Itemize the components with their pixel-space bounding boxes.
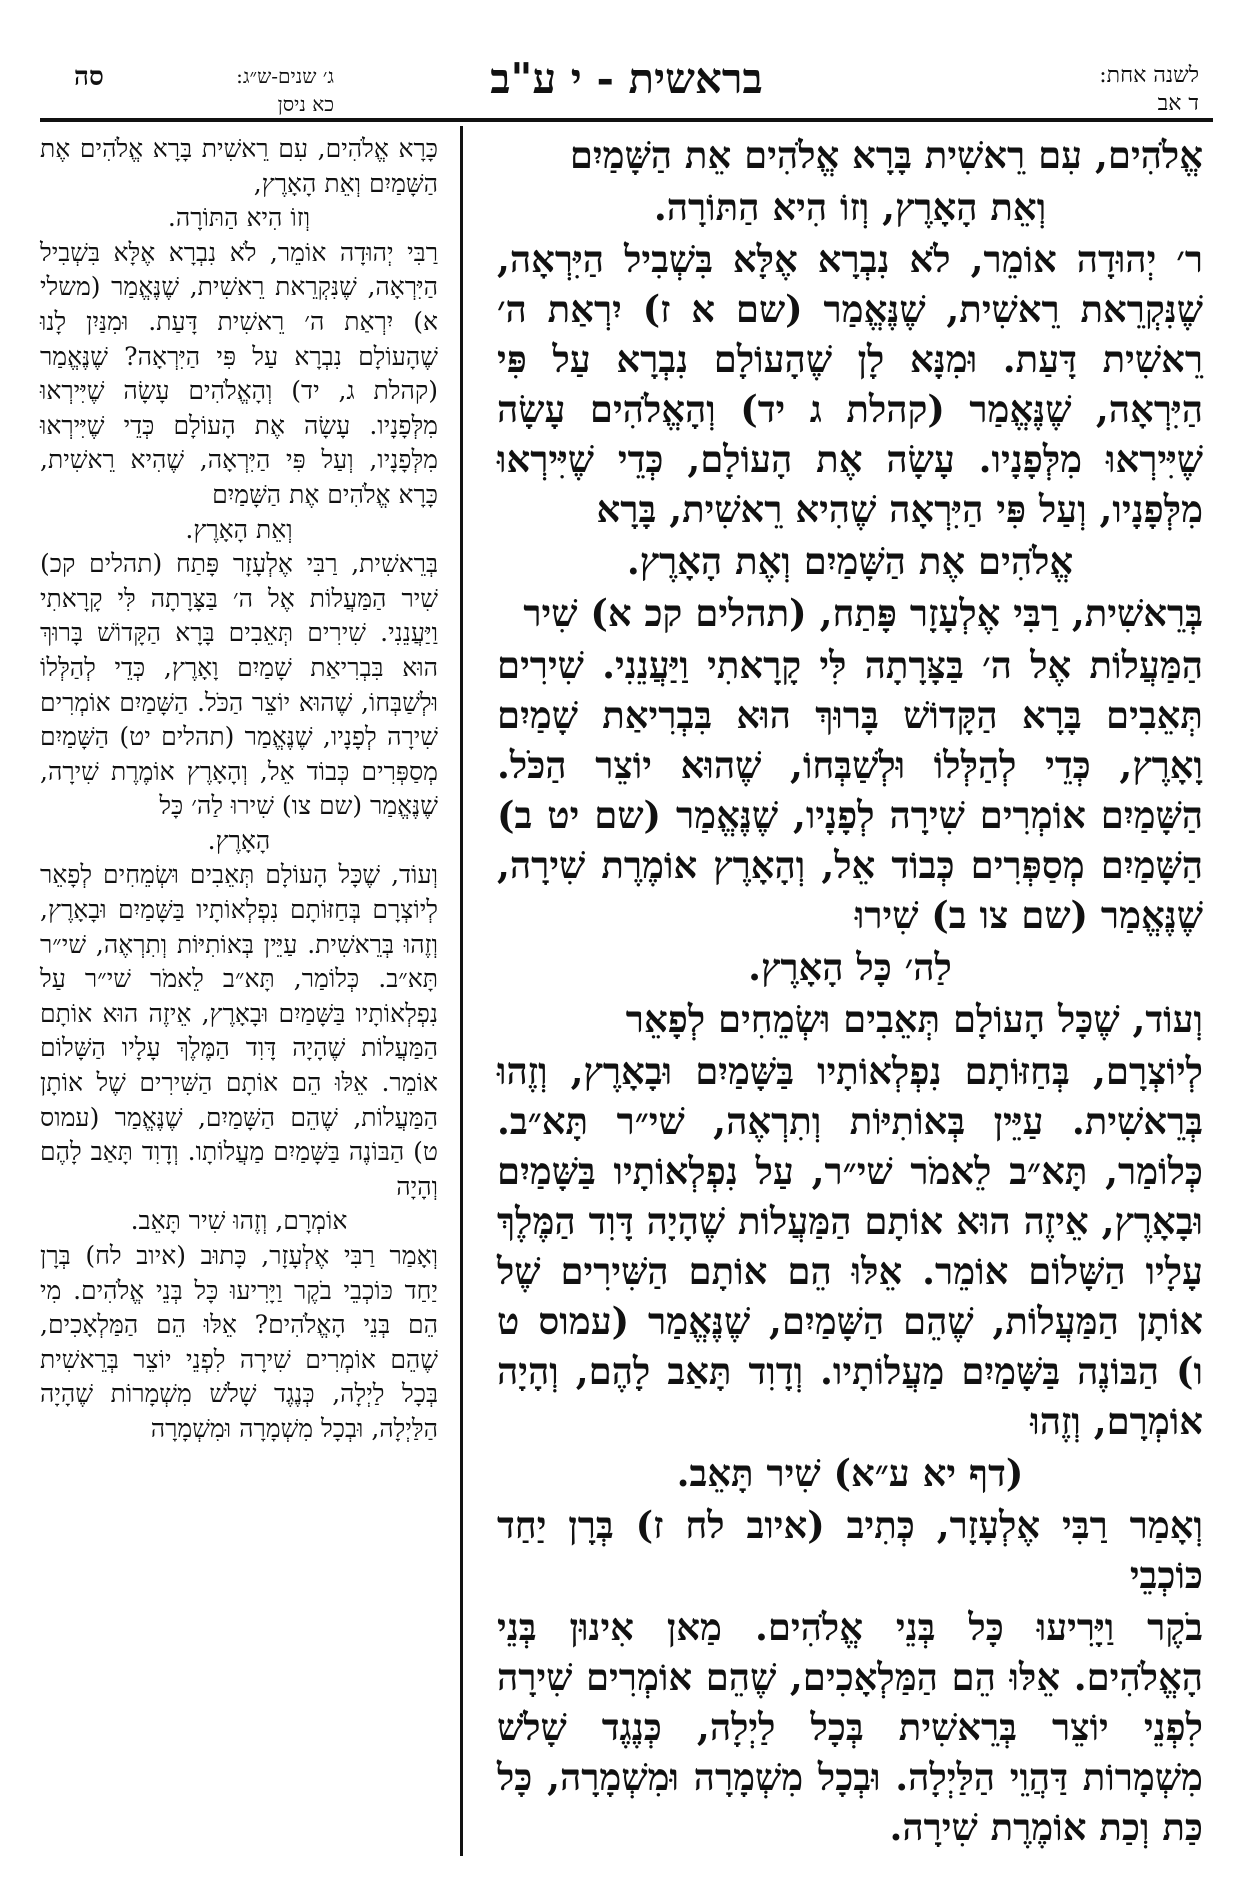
side-paragraph: וְעוֹד, שֶׁכָּל הָעוֹלָם תְּאֵבִים וּשְׂמֵחִים לְפָאֵר לְיוֹצְרָם בְּחַזּוֹתָם נִפְלְאוֹתָיו בַּשָּׁמַיִם וּבָאָרֶץ, וְזֶהוּ בְּרֵאשִׁית. עַיֵּין בְּאוֹתִיּוֹת וְתִרְאֶה, שׁי״ר תָּא״ב. כְּלוֹמַר, תָּא״ב לֵאמֹר שׁי״ר עַל נִפְלְאוֹתָיו בַּשָּׁמַיִם וּבָאָרֶץ, אֵיזֶה הוּא אוֹתָם הַמַּעֲלוֹת שֶׁהָיָה דָּוִד הַמֶּלֶךְ עָלָיו הַשָּׁלוֹם אוֹמֵר. אֵלּוּ הֵם אוֹתָם הַשִּׁירִים שֶׁל אוֹתָן הַמַּעֲלוֹת, שֶׁהֵם הַשָּׁמַיִם, שֶׁנֶּאֱמַר (עמוס ט) הַבּוֹנֶה בַּשָּׁמַיִם מַעֲלוֹתָו. וְדָוִד תָּאַב לָהֶם וְהָיָה xyxy=(40,860,438,1201)
header-left xyxy=(74,62,334,122)
side-paragraph: רַבִּי יְהוּדָה אוֹמֵר, לֹא נִבְרָא אֶלָּא בִּשְׁבִיל הַיִּרְאָה, שֶׁנִּקְרֵאת רֵאשִׁית, שֶׁנֶּאֱמַר (משלי א) יִרְאַת ה׳ רֵאשִׁית דָּעַת. וּמִנַּיִן לָנוּ שֶׁהָעוֹלָם נִבְרָא עַל פִּי הַיִּרְאָה? שֶׁנֶּאֱמַר (קהלת ג, יד) וְהָאֱלֹהִים עָשָׂה שֶׁיִּירְאוּ מִלְּפָנָיו. עָשָׂה אֶת הָעוֹלָם כְּדֵי שֶׁיִּירְאוּ מִלְּפָנָיו, וְעַל פִּי הַיִּרְאָה, שֶׁהִיא רֵאשִׁית, כָּרָא אֱלֹהִים אֶת הַשָּׁמַיִם xyxy=(40,237,438,509)
header-left-line2: כא ניסן xyxy=(277,92,334,116)
main-paragraph: הַמַּעֲלוֹת אֶל ה׳ בַּצָּרָתָה לִּי קָרָאתִי וַיַּעֲנֵנִי. שִׁירִים תְּאֵבִים בָּרָא הַקָּדוֹשׁ בָּרוּךְ הוּא בִּבְרִיאַת שָׁמַיִם וָאָרֶץ, כְּדֵי לְהַלְּלוֹ וּלְשַׁבְּחוֹ, שֶׁהוּא יוֹצֵר הַכֹּל. הַשָּׁמַיִם אוֹמְרִים שִׁירָה לְפָנָיו, שֶׁנֶּאֱמַר (שם יט ב) הַשָּׁמַיִם מְסַפְּרִים כְּבוֹד אֵל, וְהָאָרֶץ אוֹמֶרֶת שִׁירָה, שֶׁנֶּאֱמַר (שם צו ב) שִׁירוּ xyxy=(497,643,1203,937)
main-paragraph: (דף יא ע״א) שִׁיר תָּאֵב. xyxy=(676,1451,1024,1495)
main-paragraph: בֹקֶר וַיָּרִיעוּ כָּל בְּנֵי אֱלֹהִים. מַאן אִינוּן בְּנֵי הָאֱלֹהִים. אֵלּוּ הֵם הַמַּלְאָכִים, שֶׁהֵם אוֹמְרִים שִׁירָה לִפְנֵי יוֹצֵר בְּרֵאשִׁית בְּכָל לַיְלָה, כְּנֶגֶד שָׁלֹשׁ מִשְׁמָרוֹת דַּהֲוֵי הַלַּיְלָה. וּבְכָל מִשְׁמָרָה וּמִשְׁמָרָה, כָּל כַּת וְכַת אוֹמֶרֶת שִׁירָה. xyxy=(497,1605,1203,1849)
main-paragraph: וְעוֹד, שֶׁכָּל הָעוֹלָם תְּאֵבִים וּשְׂמֵחִים לְפָאֵר xyxy=(625,997,1203,1041)
page-number: סה xyxy=(74,62,104,92)
main-paragraph: וְאָמַר רַבִּי אֶלְעָזָר, כְּתִיב (איוב לח ז) בְּרָן יַחַד כּוֹכְבֵי xyxy=(497,1503,1203,1597)
side-paragraph: וְאֵת הָאָרֶץ. xyxy=(185,514,293,544)
main-paragraph: אֱלֹהִים, עִם רֵאשִׁית בָּרָא אֱלֹהִים אֵת הַשָּׁמַיִם xyxy=(569,133,1203,177)
header-left-ref xyxy=(236,62,334,118)
header-right-line2: ד אב xyxy=(1157,91,1199,116)
main-paragraph: לַה׳ כָּל הָאָרֶץ. xyxy=(748,945,952,989)
main-paragraph: וְאֵת הָאָרֶץ, וְזוֹ הִיא הַתּוֹרָה. xyxy=(653,185,1047,229)
side-paragraph: וְזוֹ הִיא הַתּוֹרָה. xyxy=(167,203,311,233)
main-column xyxy=(497,130,1203,1854)
side-paragraph: וְאָמַר רַבִּי אֶלְעָזָר, כָּתוּב (איוב לח) בְּרָן יַחַד כּוֹכְבֵי בֹקֶר וַיָּרִיעוּ כָּל בְּנֵי אֱלֹהִים. מִי הֵם בְּנֵי הָאֱלֹהִים? אֵלּוּ הֵם הַמַּלְאָכִים, שֶׁהֵם אוֹמְרִים שִׁירָה לִפְנֵי יוֹצֵר בְּרֵאשִׁית בְּכָל לַיְלָה, כְּנֶגֶד שָׁלֹשׁ מִשְׁמָרוֹת שֶׁהָיָה הַלַּיְלָה, וּבְכָל מִשְׁמָרָה וּמִשְׁמָרָה xyxy=(40,1241,438,1443)
translation-column xyxy=(40,132,438,1447)
header-left-line1: ג׳ שנים-ש״ג: xyxy=(236,64,334,88)
page-title: בראשית - י ע"ב xyxy=(490,54,763,103)
main-paragraph: לְיוֹצְרָם, בְּחַזּוֹתָם נִפְלְאוֹתָיו בַּשָּׁמַיִם וּבָאָרֶץ, וְזֶהוּ בְּרֵאשִׁית. עַיֵּין בְּאוֹתִיּוֹת וְתִרְאֶה, שׁי״ר תָּא״ב. כְּלוֹמַר, תָּא״ב לֵאמֹר שׁי״ר, עַל נִפְלְאוֹתָיו בַּשָּׁמַיִם וּבָאָרֶץ, אֵיזֶה הוּא אוֹתָם הַמַּעֲלוֹת שֶׁהָיָה דָּוִד הַמֶּלֶךְ עָלָיו הַשָּׁלוֹם אוֹמֵר. אֵלּוּ הֵם אוֹתָם הַשִּׁירִים שֶׁל אוֹתָן הַמַּעֲלוֹת, שֶׁהֵם הַשָּׁמַיִם, שֶׁנֶּאֱמַר (עמוס ט ו) הַבּוֹנֶה בַּשָּׁמַיִם מַעֲלוֹתָיו. וְדָוִד תָּאַב לָהֶם, וְהָיָה אוֹמְרָם, וְזֶהוּ xyxy=(497,1049,1203,1443)
side-paragraph: כָּרָא אֱלֹהִים, עִם רֵאשִׁית בָּרָא אֱלֹהִים אֶת הַשָּׁמַיִם וְאֵת הָאָרֶץ, xyxy=(40,134,438,198)
main-paragraph: ר׳ יְהוּדָה אוֹמֵר, לֹא נִבְרָא אֶלָּא בִּשְׁבִיל הַיִּרְאָה, שֶׁנִּקְרֵאת רֵאשִׁית, שֶׁנֶּאֱמַר (שם א ז) יִרְאַת ה׳ רֵאשִׁית דָּעַת. וּמִנָּא לָן שֶׁהָעוֹלָם נִבְרָא עַל פִּי הַיִּרְאָה, שֶׁנֶּאֱמַר (קהלת ג יד) וְהָאֱלֹהִים עָשָׂה שֶׁיִּירְאוּ מִלְּפָנָיו. עָשָׂה אֶת הָעוֹלָם, כְּדֵי שֶׁיִּירְאוּ מִלְּפָנָיו, וְעַל פִּי הַיִּרְאָה שֶׁהִיא רֵאשִׁית, בָּרָא xyxy=(497,237,1203,531)
header-rule xyxy=(40,118,1213,122)
header-right-line1: לשנה אחת: xyxy=(1099,63,1199,88)
page-header xyxy=(40,56,1213,126)
main-paragraph: בְּרֵאשִׁית, רַבִּי אֶלְעָזָר פָּתַח, (תהלים קכ א) שִׁיר xyxy=(523,591,1203,635)
side-paragraph: הָאָרֶץ. xyxy=(207,825,271,855)
side-paragraph: אוֹמְרָם, וְזֶהוּ שִׁיר תָּאֵב. xyxy=(130,1206,348,1236)
main-paragraph: אֱלֹהִים אֶת הַשָּׁמַיִם וְאֶת הָאָרֶץ. xyxy=(626,539,1074,583)
side-paragraph: בְּרֵאשִׁית, רַבִּי אֶלְעָזָר פָּתַח (תהלים קכ) שִׁיר הַמַּעֲלוֹת אֶל ה׳ בַּצָּרָתָה לִּי קָרָאתִי וַיַּעֲנֵנִי. שִׁירִים תְּאֵבִים בָּרָא הַקָּדוֹשׁ בָּרוּךְ הוּא בִּבְרִיאַת שָׁמַיִם וָאָרֶץ, כְּדֵי לְהַלְּלוֹ וּלְשַׁבְּחוֹ, שֶׁהוּא יוֹצֵר הַכֹּל. הַשָּׁמַיִם אוֹמְרִים שִׁירָה לְפָנָיו, שֶׁנֶּאֱמַר (תהלים יט) הַשָּׁמַיִם מְסַפְּרִים כְּבוֹד אֵל, וְהָאָרֶץ אוֹמֶרֶת שִׁירָה, שֶׁנֶּאֱמַר (שם צו) שִׁירוּ לַה׳ כָּל xyxy=(40,549,438,821)
column-divider xyxy=(460,126,463,1856)
